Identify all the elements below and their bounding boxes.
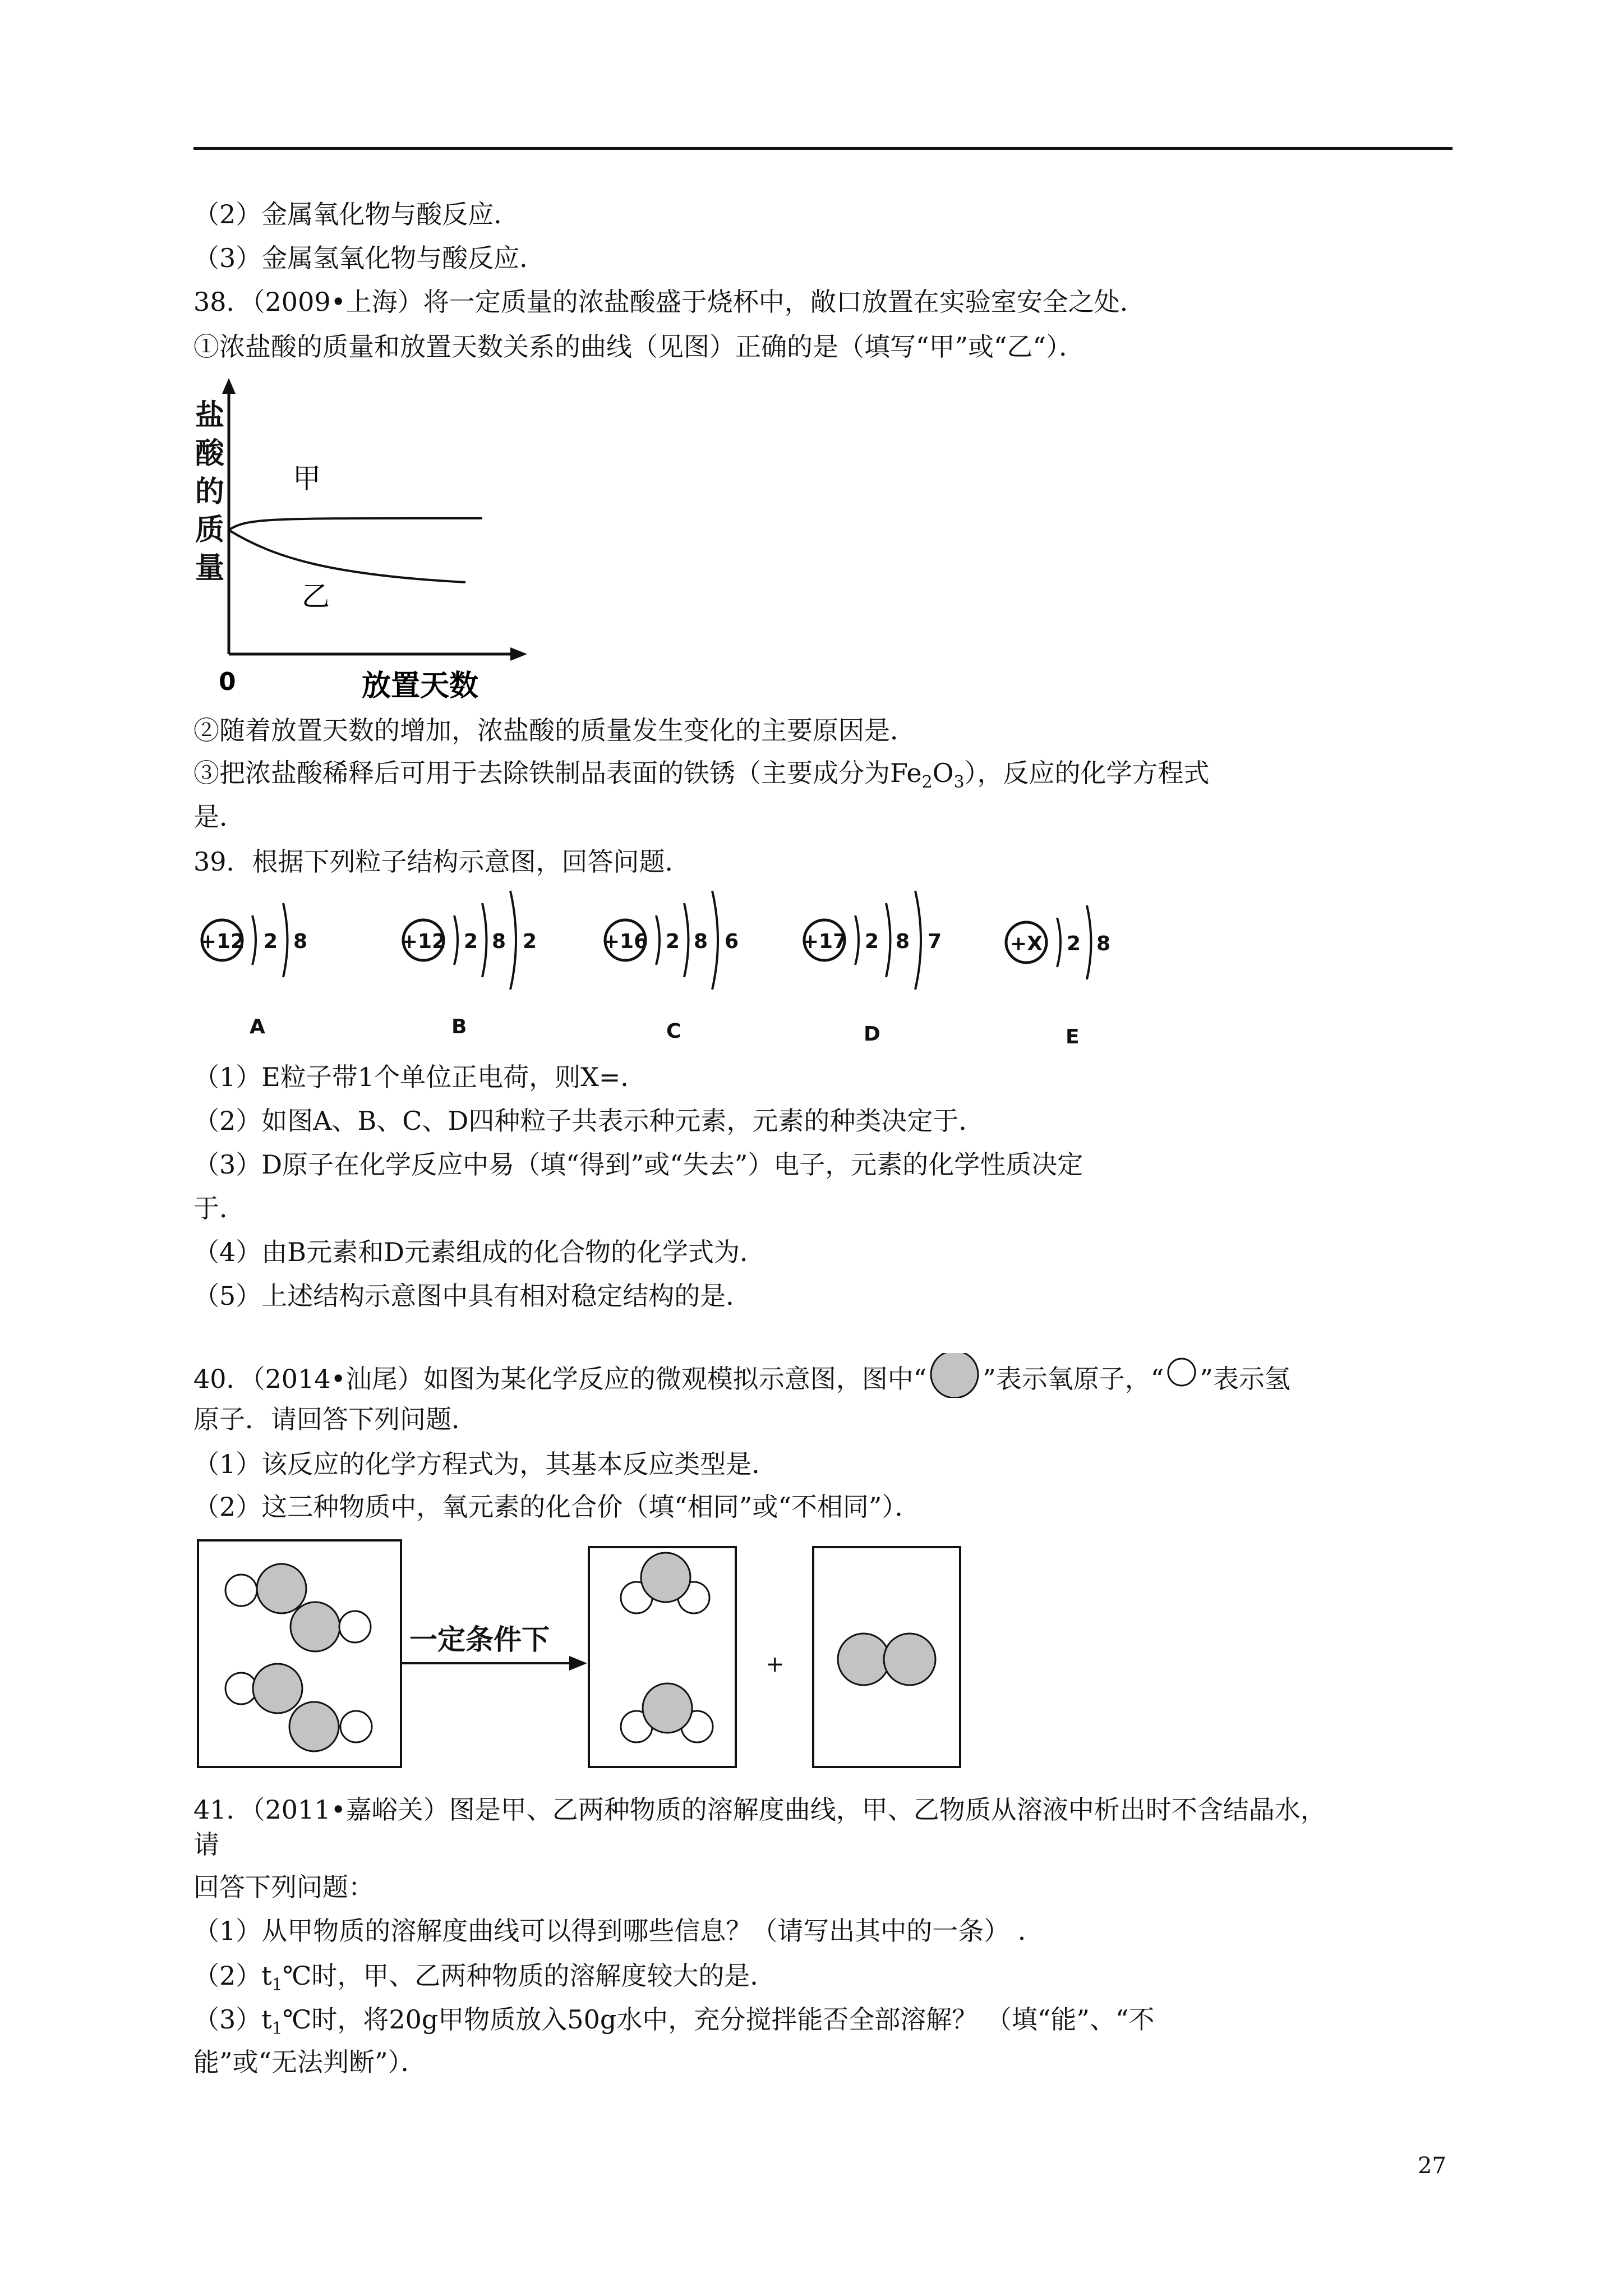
q39-stem: 39．根据下列粒子结构示意图，回答问题． — [193, 846, 691, 877]
x-axis-arrow — [510, 647, 527, 661]
q39-p3-cont: 于． — [193, 1193, 245, 1223]
svg-text:B: B — [451, 1015, 467, 1038]
curve-yi — [229, 530, 465, 582]
svg-text:8: 8 — [492, 930, 506, 953]
particle-a — [200, 903, 307, 1038]
svg-text:8: 8 — [896, 930, 910, 953]
q41-p3-cont: 能”或“无法判断”）． — [193, 2047, 427, 2077]
svg-text:C: C — [666, 1020, 681, 1043]
q39-p5: （5）上述结构示意图中具有相对稳定结构的是． — [193, 1281, 752, 1311]
svg-text:6: 6 — [725, 930, 739, 953]
svg-text:+12: +12 — [400, 930, 446, 953]
svg-text:8: 8 — [1096, 932, 1111, 955]
q40-p1: （1）该反应的化学方程式为，其基本反应类型是． — [193, 1449, 778, 1479]
hydrogen-atom-icon — [1164, 1358, 1200, 1391]
q41-stem-cont: 请 — [193, 1829, 219, 1860]
svg-text:2: 2 — [865, 930, 879, 953]
svg-text:8: 8 — [694, 930, 708, 953]
svg-text:2: 2 — [464, 930, 478, 953]
svg-text:+12: +12 — [199, 930, 245, 953]
q39-p3: （3）D原子在化学反应中易（填“得到”或“失去”）电子，元素的化学性质决定 — [193, 1149, 1083, 1180]
water-molecule — [621, 1553, 709, 1613]
svg-text:+16: +16 — [602, 930, 648, 953]
svg-text:+17: +17 — [801, 930, 847, 953]
hcl-mass-graph — [191, 376, 538, 707]
svg-text:E: E — [1066, 1025, 1080, 1048]
particle-b — [401, 891, 537, 1038]
y-label-char: 酸 — [195, 437, 225, 471]
q39-p1: （1）E粒子带1个单位正电荷，则X=． — [193, 1062, 647, 1092]
origin-label: 0 — [219, 668, 236, 696]
q38-sub3: ③把浓盐酸稀释后可用于去除铁制品表面的铁锈（主要成分为$Fe_2O_3$），反应的化学方程式 — [193, 758, 1210, 793]
curve-yi-label: 乙 — [302, 580, 330, 613]
oxygen-atom-icon — [926, 1353, 983, 1398]
q41-p2: $(2)t_1℃$时，甲、乙两种物质的溶解度较大的是． — [193, 1961, 776, 1995]
particle-e — [1006, 905, 1110, 1048]
svg-text:2: 2 — [1067, 932, 1081, 955]
y-label-char: 质 — [195, 513, 225, 547]
q39-p4: （4）由B元素和D元素组成的化合物的化学式为． — [193, 1237, 766, 1267]
plus-sign: + — [766, 1651, 785, 1677]
page-number: 27 — [1418, 2153, 1446, 2179]
header-rule — [193, 147, 1453, 150]
q40-p2: （2）这三种物质中，氧元素的化合价（填“相同”或“不相同”）． — [193, 1492, 921, 1522]
svg-text:+X: +X — [1010, 932, 1043, 955]
q37-line-2: （2）金属氧化物与酸反应． — [193, 199, 520, 229]
reaction-diagram — [193, 1537, 979, 1778]
q38-sub2: ②随着放置天数的增加，浓盐酸的质量发生变化的主要原因是． — [193, 715, 916, 746]
water-molecule — [621, 1683, 713, 1742]
svg-text:8: 8 — [293, 930, 308, 953]
svg-text:2: 2 — [523, 930, 537, 953]
reaction-arrow-head — [569, 1656, 587, 1671]
y-label-char: 的 — [195, 475, 225, 509]
particle-d — [802, 891, 942, 1046]
q41-stem-cont2: 回答下列问题： — [193, 1872, 374, 1902]
svg-text:A: A — [250, 1015, 265, 1038]
svg-text:2: 2 — [666, 930, 680, 953]
q41-p3: $(3)t_1℃$时，将20g甲物质放入50g水中，充分搅拌能否全部溶解？ （填“能”、“不 — [193, 2004, 1155, 2039]
reaction-condition-label: 一定条件下 — [409, 1623, 550, 1656]
particle-diagrams — [191, 886, 1144, 1055]
hydrogen-peroxide-molecule — [225, 1664, 372, 1751]
q38-sub3-cont: 是． — [193, 802, 245, 832]
y-label-char: 量 — [195, 551, 225, 585]
q40-stem: 40．（2014•汕尾）如图为某化学反应的微观模拟示意图，图中“ ”表示氧原子，“ ”表示氢 — [193, 1353, 1290, 1398]
q38-stem: 38．（2009•上海）将一定质量的浓盐酸盛于烧杯中，敞口放置在实验室安全之处． — [193, 287, 1146, 317]
q40-stem-cont: 原子．请回答下列问题． — [193, 1404, 477, 1434]
y-label-char: 盐 — [195, 399, 225, 432]
svg-text:D: D — [864, 1023, 880, 1046]
particle-c — [603, 891, 739, 1043]
q37-line-3: （3）金属氢氧化物与酸反应． — [193, 243, 546, 273]
q38-sub1: ①浓盐酸的质量和放置天数关系的曲线（见图）正确的是（填写“甲”或“乙“）． — [193, 332, 1085, 362]
svg-text:7: 7 — [928, 930, 942, 953]
curve-jia — [229, 518, 482, 530]
oxygen-molecule — [838, 1634, 935, 1685]
x-axis-label: 放置天数 — [362, 669, 479, 703]
y-axis-arrow — [222, 378, 236, 394]
q41-p1: （1）从甲物质的溶解度曲线可以得到哪些信息？（请写出其中的一条） ． — [193, 1916, 1044, 1946]
svg-text:2: 2 — [264, 930, 278, 953]
q41-stem: 41．（2011•嘉峪关）图是甲、乙两种物质的溶解度曲线，甲、乙物质从溶液中析出时不含结晶水， — [193, 1795, 1326, 1825]
curve-jia-label: 甲 — [293, 462, 321, 495]
q39-p2: （2）如图A、B、C、D四种粒子共表示种元素，元素的种类决定于． — [193, 1106, 985, 1136]
hydrogen-peroxide-molecule — [225, 1564, 371, 1651]
